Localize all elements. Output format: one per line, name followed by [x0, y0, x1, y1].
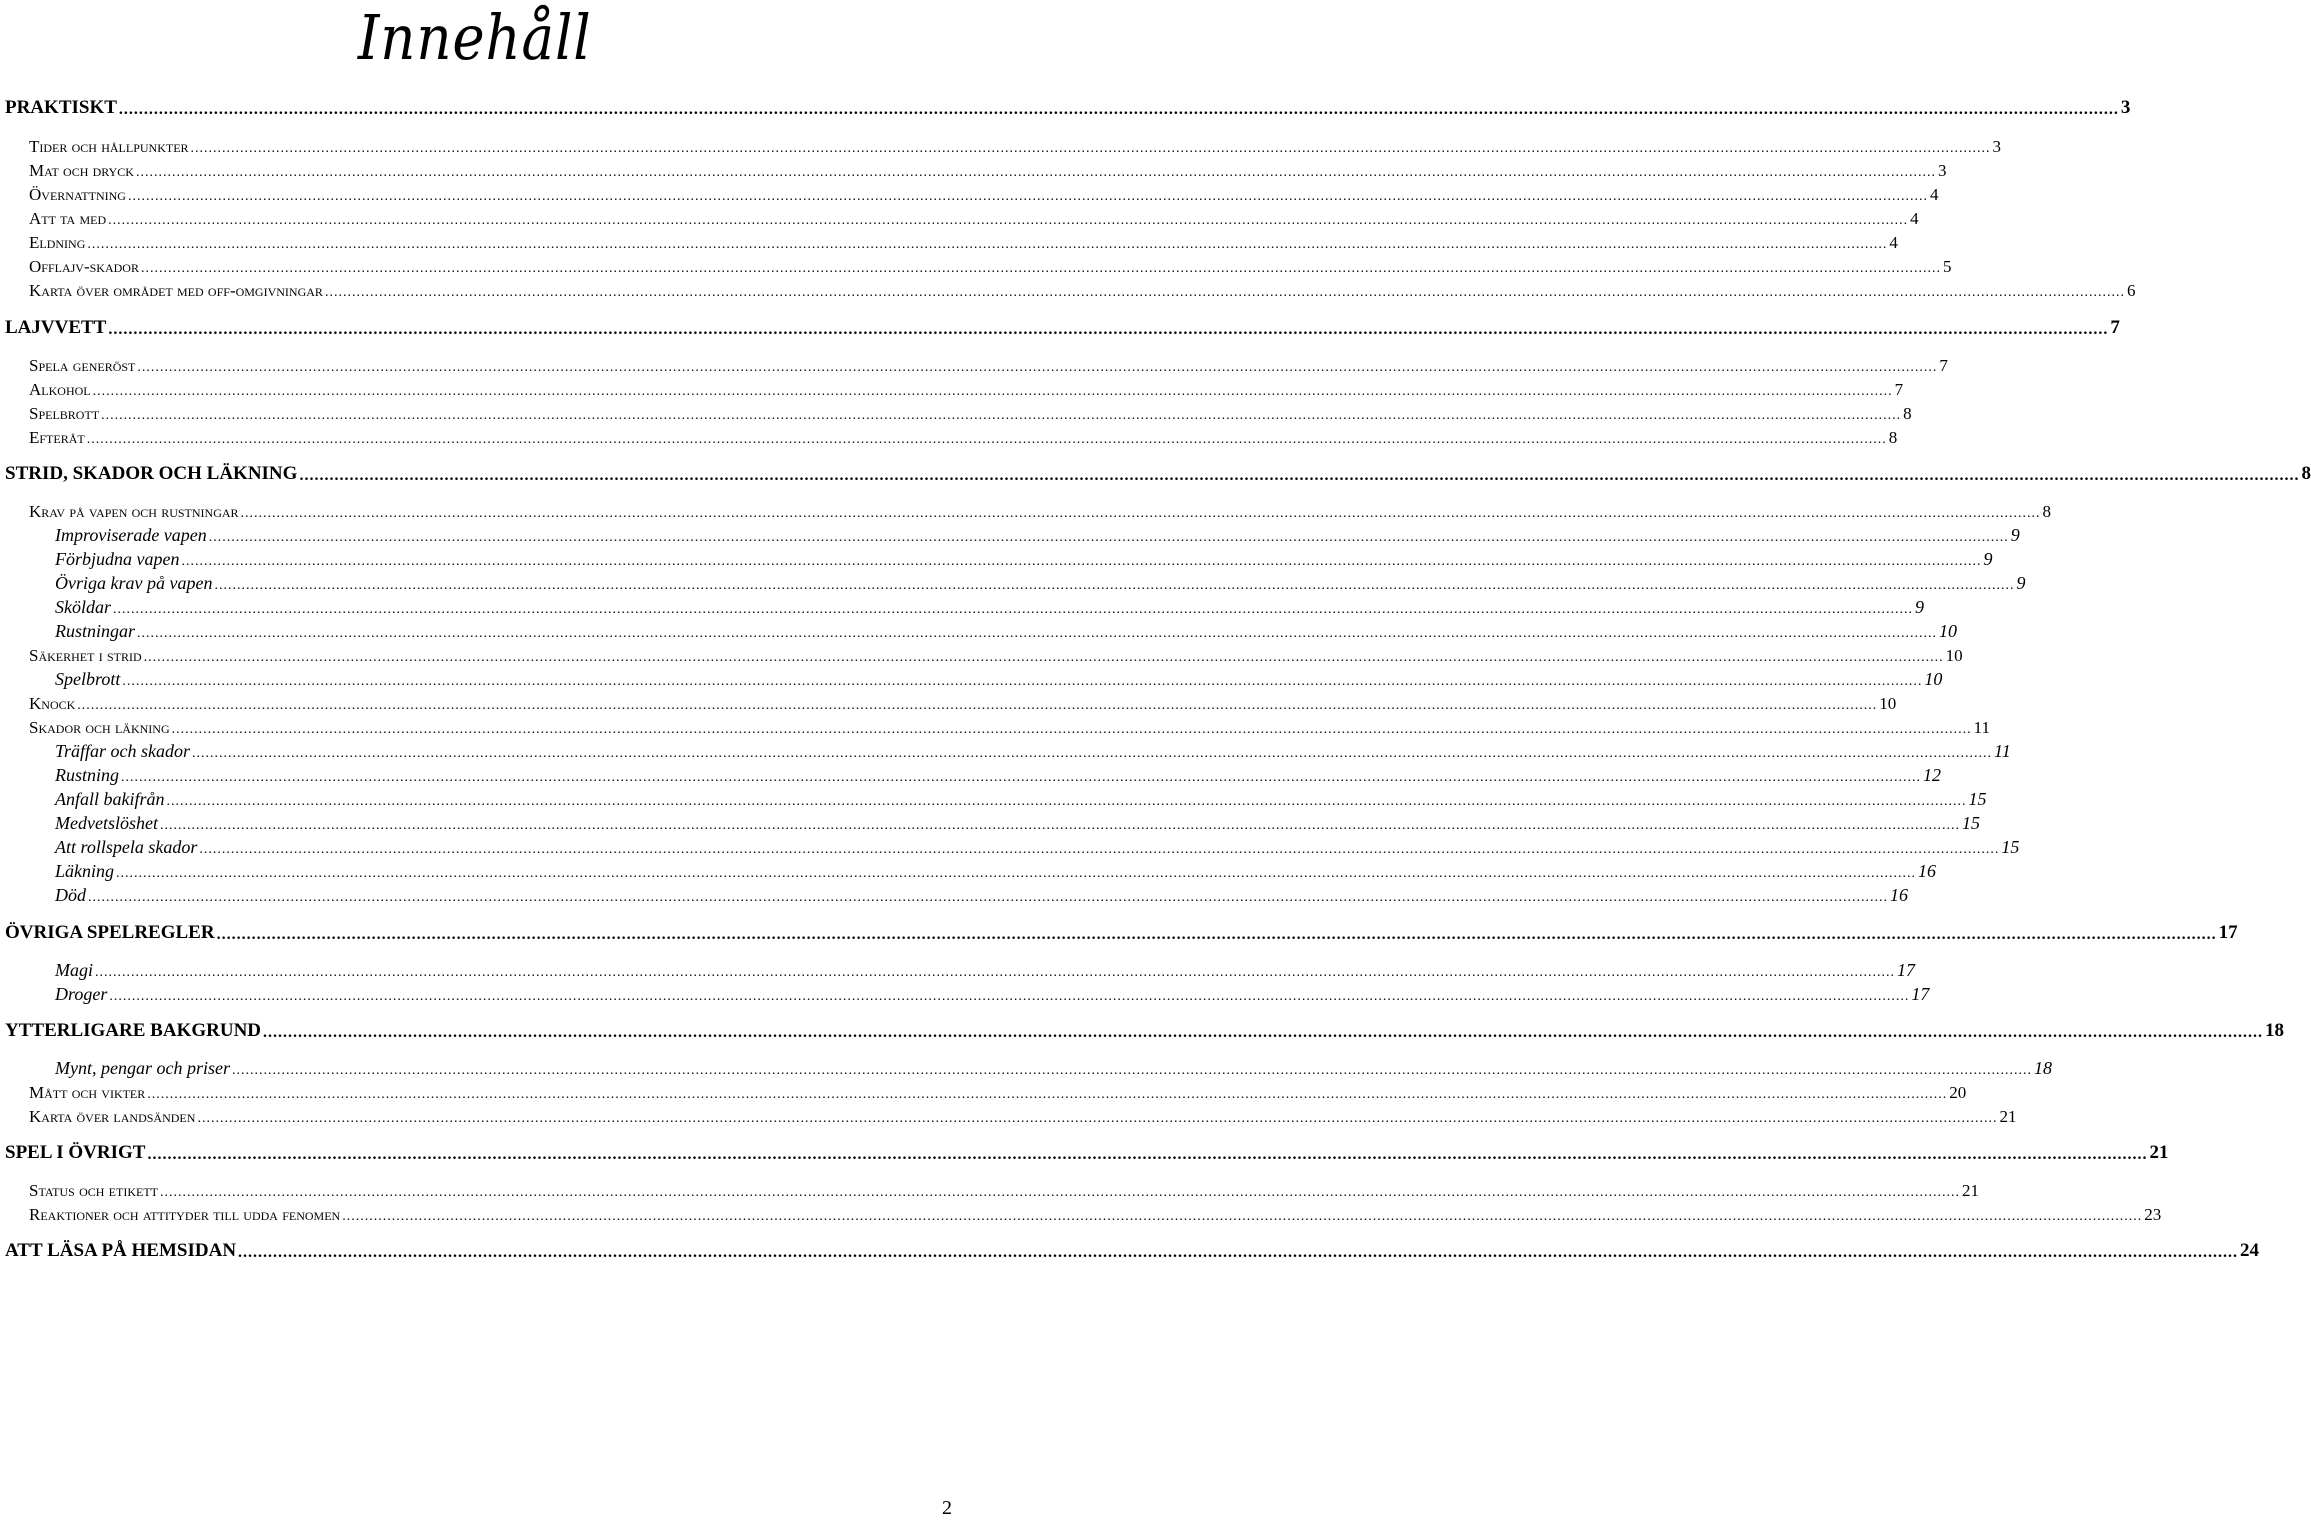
toc-entry-page: 21: [2149, 1142, 2169, 1163]
toc-entry-page: 6: [2126, 281, 2136, 300]
toc-entry-page: 8: [2301, 463, 2311, 484]
toc-entry[interactable]: [0, 253, 1952, 277]
toc-entry-label: Magi: [55, 960, 93, 980]
toc-entry[interactable]: [0, 229, 1898, 253]
toc-entry-page: 8: [1903, 404, 1912, 423]
toc-entry[interactable]: [0, 762, 1942, 786]
toc-entry[interactable]: [0, 690, 1897, 714]
toc-entry[interactable]: [0, 352, 1948, 376]
toc-entry-page: 15: [1968, 789, 1987, 809]
toc-entry-label: Eldning: [29, 233, 86, 252]
toc-leader-dots: ................................................................................................................................................................................................................................................................................................................................................................................................................: [135, 165, 1936, 180]
toc-entry[interactable]: [0, 618, 1958, 642]
toc-entry-label: Karta över landsänden: [29, 1107, 196, 1126]
toc-entry-page: 11: [1994, 741, 2011, 761]
toc-entry-label: Spelbrott: [29, 404, 100, 423]
toc-entry-page: 4: [1929, 185, 1939, 204]
toc-entry[interactable]: [0, 642, 1963, 666]
toc-entry-label: YTTERLIGARE BAKGRUND: [5, 1020, 262, 1041]
toc-entry[interactable]: [0, 1103, 2017, 1127]
toc-entry-label: Förbjudna vapen: [55, 549, 180, 569]
toc-entry-page: 17: [1897, 960, 1915, 980]
toc-leader-dots: ................................................................................................................................................................................................................................................................................................................................................................................................................: [77, 698, 1878, 713]
toc-entry[interactable]: [0, 181, 1939, 205]
toc-leader-dots: ................................................................................................................................................................................................................................................................................................................................................................................................................: [192, 746, 1993, 761]
toc-entry-label: Skador och läkning: [29, 718, 170, 737]
toc-entry-label: Medvetslöshet: [55, 813, 158, 833]
toc-entry-page: 3: [1992, 137, 2002, 156]
toc-entry-page: 4: [1889, 233, 1898, 252]
toc-leader-dots: ................................................................................................................................................................................................................................................................................................................................................................................................................: [240, 506, 2041, 521]
toc-leader-dots: ................................................................................................................................................................................................................................................................................................................................................................................................................: [159, 818, 1960, 833]
toc-entry-page: 16: [1890, 885, 1908, 905]
toc-entry-label: Att rollspela skador: [55, 837, 198, 857]
toc-entry[interactable]: [0, 957, 1915, 981]
toc-leader-dots: ................................................................................................................................................................................................................................................................................................................................................................................................................: [214, 578, 2015, 593]
toc-entry[interactable]: [0, 594, 1924, 618]
toc-leader-dots: ................................................................................................................................................................................................................................................................................................................................................................................................................: [143, 650, 1944, 665]
toc-leader-dots: ................................................................................................................................................................................................................................................................................................................................................................................................................: [95, 965, 1895, 980]
toc-leader-dots: ................................................................................................................................................................................................................................................................................................................................................................................................................: [238, 1244, 2239, 1261]
toc-entry-label: Improviserade vapen: [55, 525, 207, 545]
toc-entry-page: 9: [2010, 525, 2020, 545]
toc-entry-label: Reaktioner och attityder till udda fenomen: [29, 1205, 341, 1224]
toc-entry[interactable]: [0, 376, 1904, 400]
toc-entry-label: Krav på vapen och rustningar: [29, 502, 239, 521]
toc-entry[interactable]: [0, 920, 2238, 944]
toc-entry[interactable]: [0, 1018, 2285, 1042]
toc-entry-label: Att ta med: [29, 209, 107, 228]
toc-entry-page: 15: [1961, 813, 1980, 833]
toc-leader-dots: ................................................................................................................................................................................................................................................................................................................................................................................................................: [190, 141, 1991, 156]
toc-entry[interactable]: [0, 1238, 2260, 1262]
toc-leader-dots: ................................................................................................................................................................................................................................................................................................................................................................................................................: [116, 866, 1917, 881]
toc-entry-label: Övernattning: [29, 185, 126, 204]
toc-leader-dots: ................................................................................................................................................................................................................................................................................................................................................................................................................: [137, 360, 1938, 375]
toc-entry-page: 16: [1918, 861, 1937, 881]
toc-entry-page: 12: [1923, 765, 1942, 785]
toc-entry-label: Knock: [29, 694, 76, 713]
toc-leader-dots: ................................................................................................................................................................................................................................................................................................................................................................................................................: [231, 1063, 2032, 1078]
toc-entry-label: Rustning: [55, 765, 120, 785]
toc-entry-label: Mått och vikter: [29, 1083, 146, 1102]
toc-entry-label: Träffar och skador: [55, 741, 191, 761]
toc-entry-page: 7: [1939, 356, 1948, 375]
toc-leader-dots: ................................................................................................................................................................................................................................................................................................................................................................................................................: [86, 432, 1887, 447]
toc-entry-page: 5: [1942, 257, 1952, 276]
toc-leader-dots: ................................................................................................................................................................................................................................................................................................................................................................................................................: [159, 1185, 1960, 1200]
toc-entry-page: 23: [2144, 1205, 2162, 1224]
toc-entry[interactable]: [0, 834, 2020, 858]
toc-leader-dots: ................................................................................................................................................................................................................................................................................................................................................................................................................: [108, 213, 1909, 228]
toc-entry-page: 21: [1961, 1181, 1979, 1200]
toc-entry[interactable]: [0, 1079, 1967, 1103]
toc-entry[interactable]: [0, 277, 2136, 301]
toc-leader-dots: ................................................................................................................................................................................................................................................................................................................................................................................................................: [342, 1209, 2143, 1224]
toc-entry-label: Sköldar: [55, 597, 111, 617]
toc-entry-page: 18: [2033, 1058, 2052, 1078]
toc-leader-dots: ................................................................................................................................................................................................................................................................................................................................................................................................................: [108, 321, 2109, 338]
page-number: 2: [942, 1497, 952, 1519]
toc-entry-page: 21: [1999, 1107, 2017, 1126]
toc-leader-dots: ................................................................................................................................................................................................................................................................................................................................................................................................................: [263, 1024, 2264, 1041]
toc-leader-dots: ................................................................................................................................................................................................................................................................................................................................................................................................................: [216, 926, 2217, 943]
toc-entry[interactable]: [0, 810, 1980, 834]
toc-entry-page: 8: [2042, 502, 2052, 521]
toc-entry-label: Rustningar: [55, 621, 136, 641]
toc-leader-dots: ................................................................................................................................................................................................................................................................................................................................................................................................................: [324, 285, 2125, 300]
toc-entry-page: 9: [1915, 597, 1924, 617]
toc-entry-page: 8: [1888, 428, 1898, 447]
toc-entry-page: 10: [1939, 621, 1958, 641]
toc-entry-page: 17: [2218, 922, 2238, 943]
toc-entry[interactable]: [0, 858, 1937, 882]
toc-entry-page: 7: [1894, 380, 1904, 399]
toc-entry-label: Offlajv-skador: [29, 257, 139, 276]
toc-entry-label: Anfall bakifrån: [55, 789, 165, 809]
toc-entry[interactable]: [0, 546, 1993, 570]
toc-leader-dots: ................................................................................................................................................................................................................................................................................................................................................................................................................: [299, 467, 2300, 484]
toc-entry-label: Tider och hållpunkter: [29, 137, 189, 156]
toc-entry-label: STRID, SKADOR OCH LÄKNING: [5, 463, 298, 484]
toc-entry-page: 3: [1937, 161, 1947, 180]
toc-leader-dots: ................................................................................................................................................................................................................................................................................................................................................................................................................: [121, 770, 1922, 785]
toc-entry[interactable]: [0, 666, 1943, 690]
toc-entry-page: 11: [1973, 718, 1990, 737]
toc-entry-page: 10: [1945, 646, 1963, 665]
toc-leader-dots: ................................................................................................................................................................................................................................................................................................................................................................................................................: [127, 189, 1928, 204]
toc-entry-label: Mynt, pengar och priser: [55, 1058, 230, 1078]
toc-entry-page: 3: [2120, 97, 2131, 118]
toc-entry-label: Efteråt: [29, 428, 85, 447]
toc-entry-page: 9: [2016, 573, 2026, 593]
toc-leader-dots: ................................................................................................................................................................................................................................................................................................................................................................................................................: [87, 237, 1888, 252]
toc-entry-page: 7: [2110, 317, 2120, 338]
toc-entry[interactable]: [0, 1055, 2052, 1079]
toc-entry[interactable]: [0, 522, 2020, 546]
toc-entry[interactable]: [0, 738, 2011, 762]
toc-entry[interactable]: [0, 570, 2026, 594]
page-title: Innehåll: [358, 1, 592, 74]
toc-entry-label: Spelbrott: [55, 669, 121, 689]
toc-leader-dots: ................................................................................................................................................................................................................................................................................................................................................................................................................: [122, 674, 1923, 689]
toc-entry-page: 17: [1911, 984, 1930, 1004]
toc-leader-dots: ................................................................................................................................................................................................................................................................................................................................................................................................................: [101, 408, 1902, 423]
toc-entry-label: ÖVRIGA SPELREGLER: [5, 922, 215, 943]
toc-entry-page: 10: [1924, 669, 1943, 689]
toc-leader-dots: ................................................................................................................................................................................................................................................................................................................................................................................................................: [147, 1087, 1948, 1102]
toc-entry-page: 9: [1983, 549, 1993, 569]
toc-leader-dots: ................................................................................................................................................................................................................................................................................................................................................................................................................: [181, 554, 1982, 569]
toc-entry-label: Droger: [55, 984, 108, 1004]
toc-entry-label: Läkning: [55, 861, 115, 881]
toc-entry-label: SPEL I ÖVRIGT: [5, 1142, 146, 1163]
toc-entry-label: Spela generöst: [29, 356, 136, 375]
toc-entry-page: 10: [1879, 694, 1897, 713]
toc-leader-dots: ................................................................................................................................................................................................................................................................................................................................................................................................................: [88, 890, 1888, 905]
toc-entry-label: Karta över området med off-omgivningar: [29, 281, 323, 300]
toc-leader-dots: ................................................................................................................................................................................................................................................................................................................................................................................................................: [208, 530, 2009, 545]
toc-entry[interactable]: [0, 315, 2120, 339]
toc-entry[interactable]: [0, 882, 1908, 906]
toc-leader-dots: ................................................................................................................................................................................................................................................................................................................................................................................................................: [109, 989, 1910, 1004]
toc-entry[interactable]: [0, 1177, 1979, 1201]
toc-entry-page: 24: [2240, 1240, 2260, 1261]
toc-entry[interactable]: [0, 981, 1930, 1005]
toc-entry-label: Död: [55, 885, 86, 905]
toc-leader-dots: ................................................................................................................................................................................................................................................................................................................................................................................................................: [140, 261, 1941, 276]
toc-leader-dots: ................................................................................................................................................................................................................................................................................................................................................................................................................: [113, 602, 1913, 617]
toc-entry[interactable]: [0, 157, 1947, 181]
toc-entry-page: 15: [2001, 837, 2020, 857]
toc-entry-label: Övriga krav på vapen: [55, 573, 213, 593]
toc-leader-dots: ................................................................................................................................................................................................................................................................................................................................................................................................................: [118, 101, 2119, 118]
toc-entry-label: PRAKTISKT: [5, 97, 117, 118]
toc-leader-dots: ................................................................................................................................................................................................................................................................................................................................................................................................................: [171, 722, 1972, 737]
toc-entry[interactable]: [0, 95, 2131, 119]
toc-entry-page: 18: [2265, 1020, 2285, 1041]
toc-entry-label: LAJVVETT: [5, 317, 107, 338]
toc-entry[interactable]: [0, 1201, 2162, 1225]
toc-entry[interactable]: [0, 424, 1898, 448]
toc-entry-label: Status och etikett: [29, 1181, 158, 1200]
toc-entry[interactable]: [0, 133, 2002, 157]
toc-entry[interactable]: [0, 461, 2311, 485]
toc-entry-label: Säkerhet i strid: [29, 646, 142, 665]
toc-entry[interactable]: [0, 1140, 2169, 1164]
toc-leader-dots: ................................................................................................................................................................................................................................................................................................................................................................................................................: [92, 384, 1893, 399]
toc-entry-label: Alkohol: [29, 380, 91, 399]
toc-entry[interactable]: [0, 786, 1987, 810]
toc-leader-dots: ................................................................................................................................................................................................................................................................................................................................................................................................................: [197, 1111, 1998, 1126]
toc-entry-label: ATT LÄSA PÅ HEMSIDAN: [5, 1240, 237, 1261]
toc-leader-dots: ................................................................................................................................................................................................................................................................................................................................................................................................................: [147, 1146, 2148, 1163]
toc-entry[interactable]: [0, 205, 1919, 229]
toc-entry[interactable]: [0, 714, 1990, 738]
toc-entry[interactable]: [0, 498, 2052, 522]
toc-entry[interactable]: [0, 400, 1912, 424]
toc-leader-dots: ................................................................................................................................................................................................................................................................................................................................................................................................................: [199, 842, 2000, 857]
toc-leader-dots: ................................................................................................................................................................................................................................................................................................................................................................................................................: [137, 626, 1938, 641]
toc-entry-label: Mat och dryck: [29, 161, 134, 180]
toc-entry-page: 20: [1949, 1083, 1967, 1102]
toc-leader-dots: ................................................................................................................................................................................................................................................................................................................................................................................................................: [166, 794, 1967, 809]
toc-entry-page: 4: [1910, 209, 1919, 228]
